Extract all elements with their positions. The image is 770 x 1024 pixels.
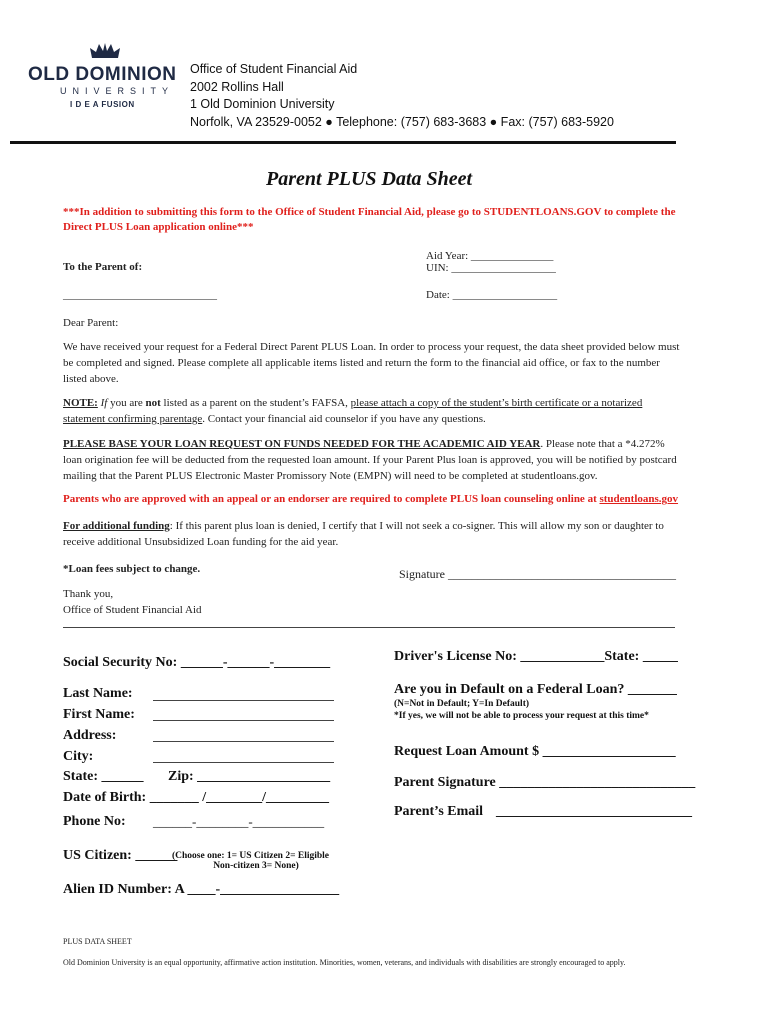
parent-email-input[interactable]: ____________________________ [496, 804, 692, 819]
office-signoff: Office of Student Financial Aid [63, 604, 202, 616]
header-line: 1 Old Dominion University [190, 97, 335, 111]
note-text: listed as a parent on the student’s FAFSA, [160, 397, 351, 409]
dob-field[interactable]: Date of Birth: _______ /________/_________ [63, 790, 329, 805]
us-citizen-field[interactable]: US Citizen: ______ [63, 848, 178, 863]
crown-icon [88, 42, 122, 60]
logo-university: UNIVERSITY [60, 86, 175, 96]
funding-text: : If this parent plus loan is denied, I certify that I will not seek a co-signer. This will allow my son or daughter to receive additional Unsubsidized Loan funding for the aid year. [63, 520, 664, 548]
citizen-choice-line: (Choose one: 1= US Citizen 2= Eligible [172, 851, 330, 861]
counseling-notice [63, 492, 683, 507]
fees-note: *Loan fees subject to change. [63, 563, 201, 575]
last-name-label: Last Name: [63, 686, 133, 701]
logo-tagline: I D E A FUSION [70, 100, 135, 109]
closing [63, 586, 202, 618]
header-line: Office of Student Financial Aid [190, 62, 358, 76]
address-input[interactable] [153, 741, 334, 742]
section-divider [63, 627, 675, 628]
ssn-field[interactable]: Social Security No: ______-______-________ [63, 655, 331, 670]
citizen-choice-line: Non-citizen 3= None) [213, 861, 299, 871]
address-label: Address: [63, 728, 117, 743]
aid-year-field[interactable]: Aid Year: _______________ [426, 250, 554, 262]
note-not: not [145, 397, 161, 409]
salutation: Dear Parent: [63, 317, 119, 329]
signature-field[interactable]: Signature ______________________________________ [399, 567, 676, 581]
office-header [190, 61, 614, 131]
university-logo [28, 42, 178, 112]
city-label: City: [63, 749, 94, 764]
logo-name: OLD DOMINION [28, 64, 177, 85]
last-name-input[interactable] [153, 700, 334, 701]
alien-id-field[interactable]: Alien ID Number: A ____-_________________ [63, 882, 340, 897]
city-input[interactable] [153, 762, 334, 763]
first-name-label: First Name: [63, 707, 135, 722]
note-paragraph [63, 395, 683, 427]
phone-input[interactable]: ______-________-___________ [153, 814, 325, 829]
loan-request-heading: PLEASE BASE YOUR LOAN REQUEST ON FUNDS NEEDED FOR THE ACADEMIC AID YEAR [63, 438, 541, 450]
page-title: Parent PLUS Data Sheet [266, 168, 473, 190]
header-line: 2002 Rollins Hall [190, 79, 284, 94]
note-text: you are [107, 397, 146, 409]
counseling-text: Parents who are approved with an appeal or an endorser are required to complete PLUS loan counseling online at [63, 493, 600, 505]
phone-label: Phone No: [63, 814, 126, 829]
citizen-choices [172, 851, 340, 871]
state-field[interactable]: State: ______ [63, 769, 144, 784]
notice-text: ***In addition to submitting this form to the Office of Student Financial Aid, please go to STUDENTLOANS.GOV to complete the Direct PLUS Loan application online*** [63, 206, 676, 233]
to-parent-label: To the Parent of: [63, 261, 143, 273]
note-text: . Contact your financial aid counselor if you have any questions. [202, 413, 486, 425]
parent-email-label: Parent’s Email [394, 804, 484, 819]
footer-eeo: Old Dominion University is an equal opportunity, affirmative action institution. Minorities, women, veterans, and individuals with disabilities are strongly encouraged to apply. [63, 958, 626, 967]
letter-paragraph: We have received your request for a Federal Direct Parent PLUS Loan. In order to process your request, the data sheet provided below must be completed and signed. Please complete all applicable items listed and return the form to the financial aid office, or fax to the number listed above. [63, 341, 680, 385]
parent-signature-field[interactable]: Parent Signature ____________________________ [394, 775, 696, 790]
parent-name-field[interactable]: ____________________________ [63, 289, 217, 301]
note-label: NOTE: [63, 397, 98, 409]
date-field[interactable]: Date: ___________________ [426, 289, 558, 301]
header-line: Norfolk, VA 23529-0052 ● Telephone: (757) 683-3683 ● Fax: (757) 683-5920 [190, 114, 614, 129]
default-question[interactable]: Are you in Default on a Federal Loan? _______ [394, 682, 677, 697]
zip-field[interactable]: Zip: ___________________ [168, 769, 331, 784]
first-name-input[interactable] [153, 720, 334, 721]
loan-request-text: . Please note that a *4.272% loan origination fee will be deducted from the requested loan amount. If your Parent Plus loan is approved, you will be notified by postcard mailing that the Parent PLUS Electronic Master Promissory Note (EMPN) will need to be completed at studentloans.gov. [63, 438, 677, 482]
funding-label: For additional funding [63, 520, 170, 532]
loan-request-paragraph [63, 436, 683, 484]
footer-sheet-name: PLUS DATA SHEET [63, 937, 132, 946]
funding-paragraph [63, 518, 683, 550]
studentloans-link[interactable]: studentloans.gov [599, 493, 679, 505]
default-hint: (N=Not in Default; Y=In Default) [394, 699, 530, 709]
loan-amount-field[interactable]: Request Loan Amount $ ___________________ [394, 744, 676, 759]
drivers-license-field[interactable]: Driver's License No: ____________State: _____ [394, 649, 678, 664]
note-if: If [100, 397, 108, 409]
note-underlined: please attach a copy of the student’s birth certificate or a notarized statement confirming parentage [63, 397, 643, 425]
header-rule [10, 141, 676, 144]
default-note: *If yes, we will not be able to process your request at this time* [394, 711, 649, 721]
uin-field[interactable]: UIN: ___________________ [426, 262, 556, 274]
thank-you: Thank you, [63, 588, 114, 600]
